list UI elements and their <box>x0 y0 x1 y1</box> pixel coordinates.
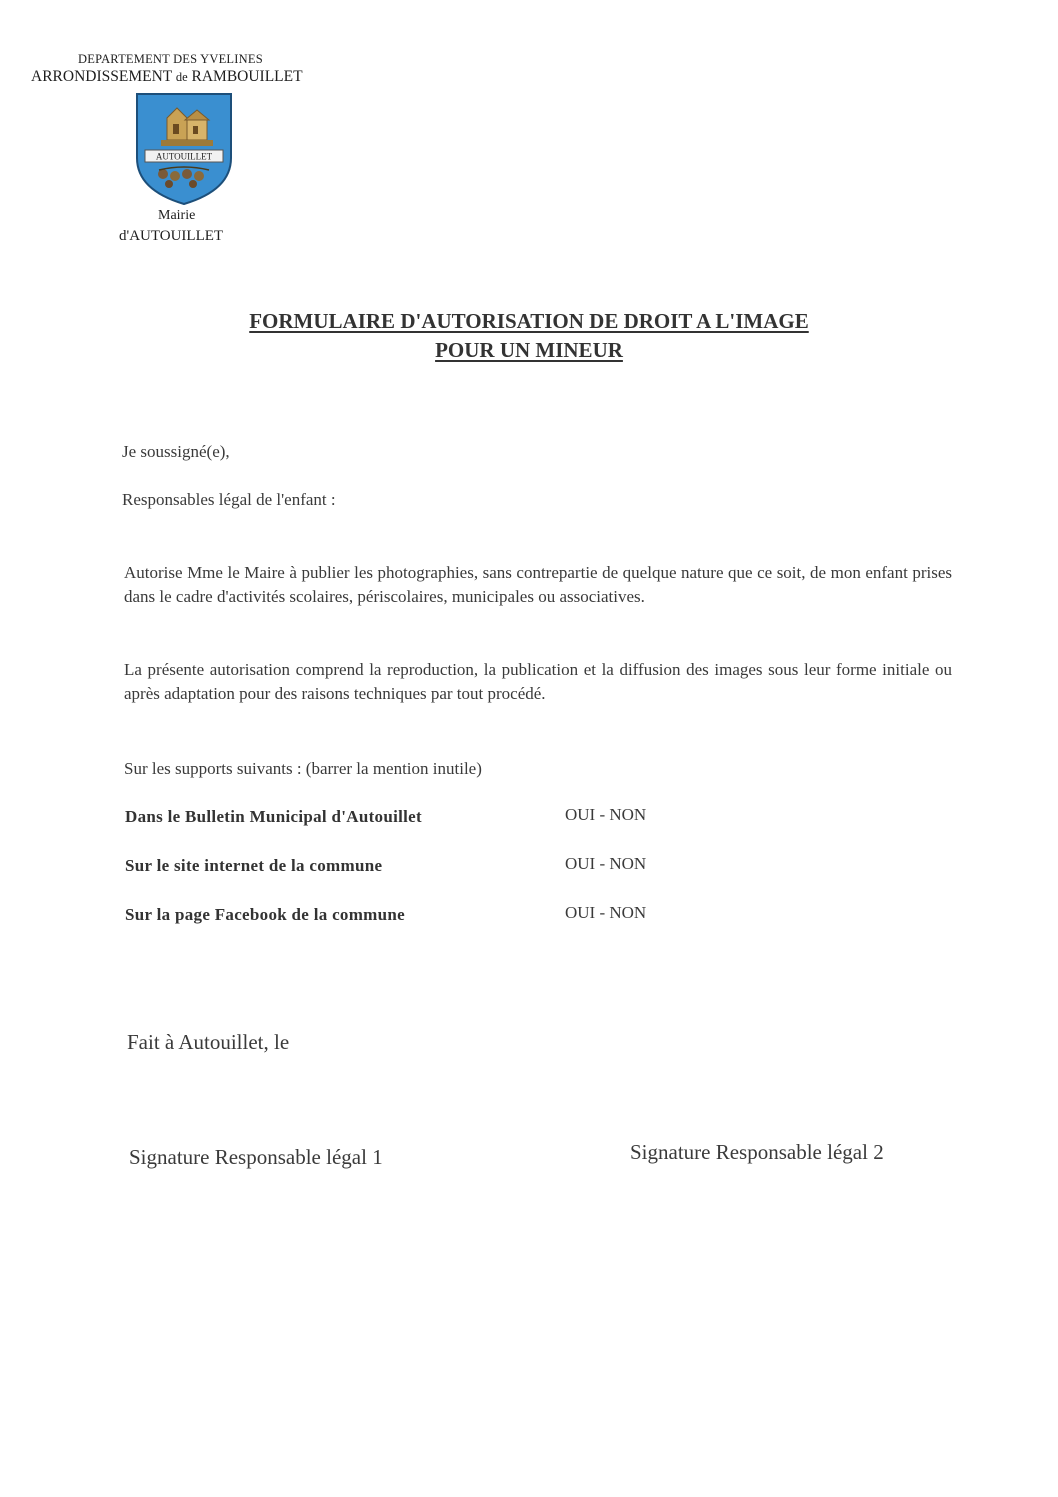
signature-guardian-1: Signature Responsable légal 1 <box>129 1145 383 1169</box>
place-date-line: Fait à Autouillet, le <box>127 1030 290 1054</box>
soussigne-line: Je soussigné(e), <box>122 442 230 461</box>
support-website-label: Sur le site internet de la commune <box>125 856 383 875</box>
arrondissement-de: de <box>175 70 188 84</box>
support-facebook-label: Sur la page Facebook de la commune <box>125 905 405 924</box>
town-crest-logo <box>133 90 235 208</box>
support-bulletin-label: Dans le Bulletin Municipal d'Autouillet <box>125 807 422 826</box>
authorization-paragraph: Autorise Mme le Maire à publier les photographies, sans contrepartie de quelque nature que ce soit, de mon enfant prises dans le cadre d'activités scolaires, périscolaires, municipales ou associatives. <box>124 563 952 606</box>
crest-banner-text: AUTOUILLET <box>155 151 213 162</box>
arrondissement-prefix: ARRONDISSEMENT <box>31 68 172 85</box>
arrondissement-label <box>31 68 303 86</box>
support-facebook-choice: OUI - NON <box>565 903 647 922</box>
signature-guardian-2: Signature Responsable légal 2 <box>630 1140 884 1164</box>
arrondissement-name: RAMBOUILLET <box>191 68 303 85</box>
form-subtitle: POUR UN MINEUR <box>435 338 623 362</box>
reproduction-paragraph: La présente autorisation comprend la reproduction, la publication et la diffusion des images sous leur forme initiale ou après adaptation pour des raisons techniques par tout procédé. <box>124 660 952 703</box>
form-title: FORMULAIRE D'AUTORISATION DE DROIT A L'IMAGE <box>249 309 809 333</box>
department-label: DEPARTEMENT DES YVELINES <box>78 52 263 66</box>
mairie-town-label: d'AUTOUILLET <box>119 228 224 244</box>
support-website-choice: OUI - NON <box>565 854 647 873</box>
support-bulletin-choice: OUI - NON <box>565 805 647 824</box>
mairie-label: Mairie <box>158 208 196 223</box>
responsables-line: Responsables légal de l'enfant : <box>122 490 336 509</box>
supports-intro: Sur les supports suivants : (barrer la mention inutile) <box>124 759 482 778</box>
